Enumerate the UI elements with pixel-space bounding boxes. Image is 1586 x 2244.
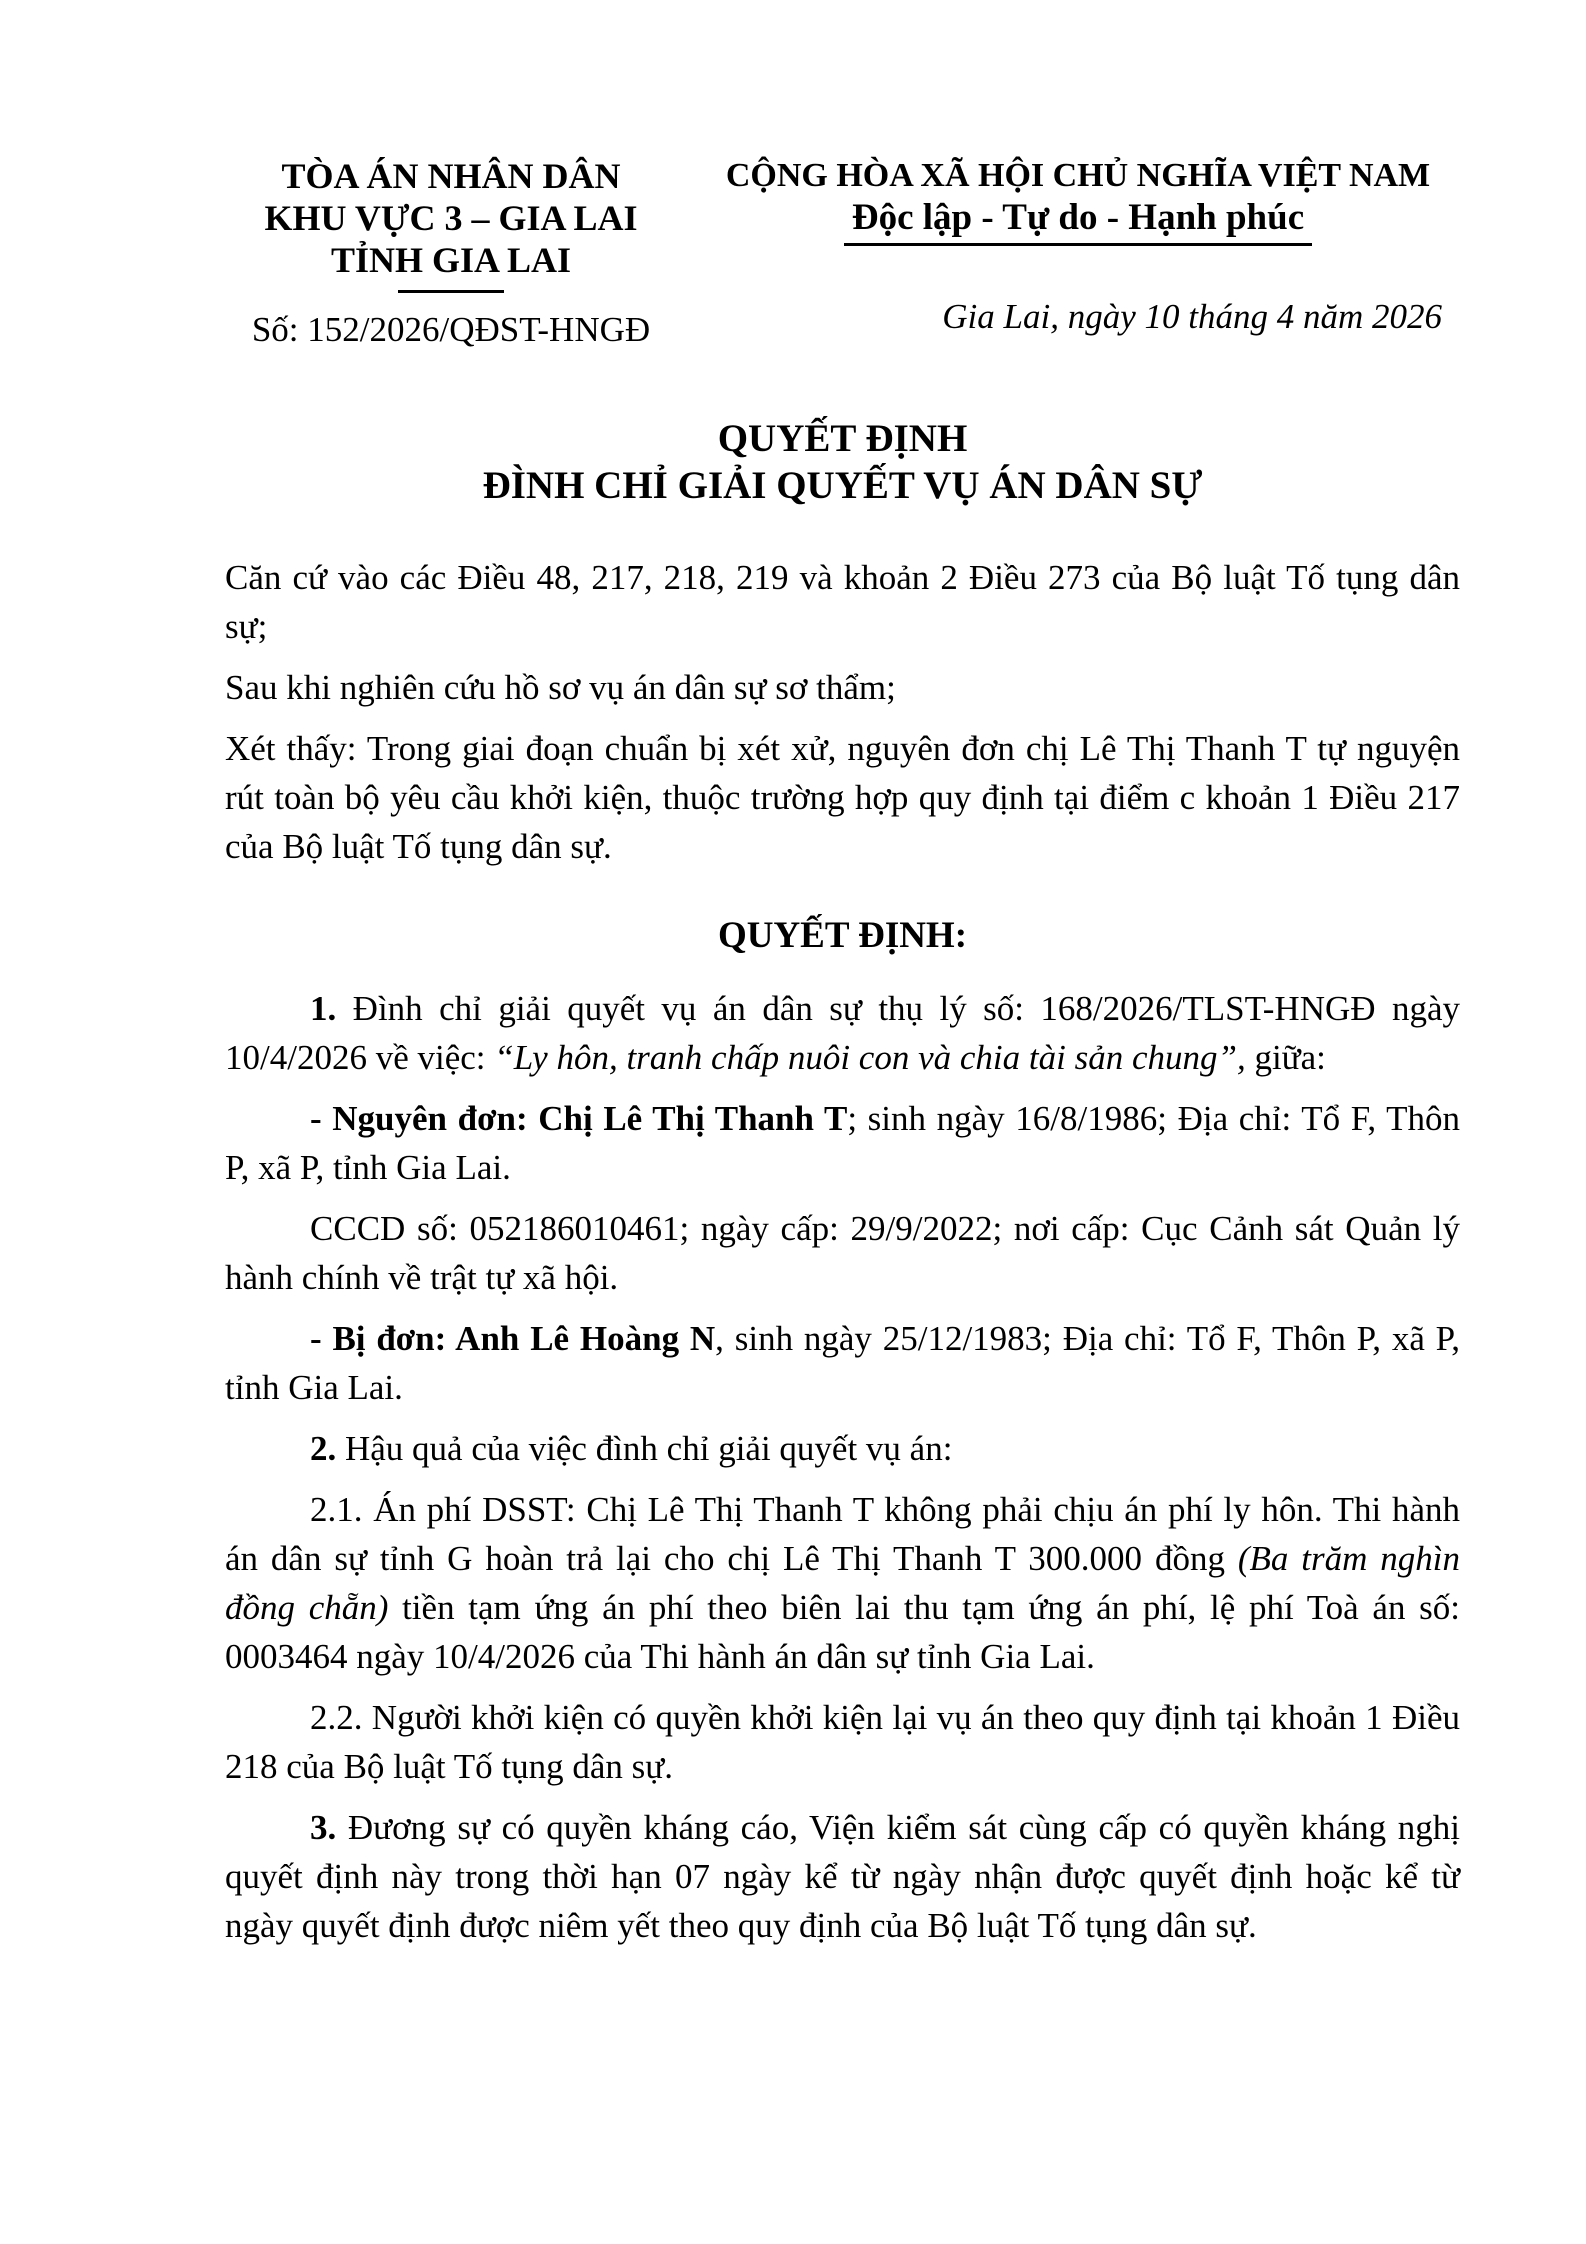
text-run: (Ba trăm nghìn đồng chẵn) [225, 1539, 1460, 1627]
text-run: , sinh ngày 25/12/1983; Địa chỉ: Tổ F, Thôn P, xã P, tỉnh Gia Lai. [225, 1319, 1461, 1407]
text-run: giữa: [1245, 1038, 1326, 1077]
text-run: CCCD số: 052186010461; ngày cấp: 29/9/2022; nơi cấp: Cục Cảnh sát Quản lý hành chính về trật tự xã hội. [225, 1209, 1460, 1297]
court-header-rule [398, 290, 504, 293]
document-title [225, 415, 1460, 509]
text-run: 2.2. Người khởi kiện có quyền khởi kiện lại vụ án theo quy định tại khoản 1 Điều 218 của Bộ luật Tố tụng dân sự. [225, 1698, 1460, 1786]
text-run: - Nguyên đơn: Chị Lê Thị Thanh T [310, 1099, 848, 1138]
national-title-line: CỘNG HÒA XÃ HỘI CHỦ NGHĨA VIỆT NAM [725, 157, 1431, 194]
text-run: 1. [310, 989, 337, 1028]
text-run: Xét thấy: Trong giai đoạn chuẩn bị xét xử, nguyên đơn chị Lê Thị Thanh T tự nguyện rút toàn bộ yêu cầu khởi kiện, thuộc trường hợp quy định tại điểm c khoản 1 Điều 217 của Bộ luật Tố tụng dân sự. [225, 729, 1460, 866]
national-motto-block [704, 155, 1452, 342]
text-run: Căn cứ vào các Điều 48, 217, 218, 219 và khoản 2 Điều 273 của Bộ luật Tố tụng dân sự; [225, 558, 1460, 646]
paragraph-decision-2-1 [225, 1485, 1460, 1681]
document-title-line-1: QUYẾT ĐỊNH [717, 417, 968, 460]
paragraph-defendant [225, 1314, 1460, 1412]
text-run: QUYẾT ĐỊNH: [717, 915, 968, 956]
text-run: 2.1. Án phí DSST: Chị Lê Thị Thanh T không phải chịu án phí ly hôn. Thi hành án dân sự tỉnh G hoàn trả lại cho chị Lê Thị Thanh T 300.000 đồng [225, 1490, 1460, 1578]
issuing-court-block [225, 155, 677, 355]
court-name-line-3: TỈNH GIA LAI [330, 240, 572, 280]
text-run: ; sinh ngày 16/8/1986; Địa chỉ: Tổ F, Thôn P, xã P, tỉnh Gia Lai. [225, 1099, 1461, 1187]
paragraph-case-review [225, 663, 1460, 712]
decision-section-heading [225, 911, 1460, 960]
text-run: Sau khi nghiên cứu hồ sơ vụ án dân sự sơ thẩm; [225, 668, 896, 707]
paragraph-decision-2-2 [225, 1693, 1460, 1791]
motto-line-wrap [704, 197, 1452, 246]
text-run: Đương sự có quyền kháng cáo, Viện kiểm sát cùng cấp có quyền kháng nghị quyết định này trong thời hạn 07 ngày kể từ ngày nhận được quyết định hoặc kể từ ngày quyết định được niêm yết theo quy định của Bộ luật Tố tụng dân sự. [225, 1808, 1460, 1945]
document-header [225, 155, 1460, 355]
court-name-line-2: KHU VỰC 3 – GIA LAI [264, 198, 638, 238]
document-number: Số: 152/2026/QĐST-HNGĐ [251, 310, 651, 349]
text-run: Đình chỉ giải quyết vụ án dân sự thụ lý số: 168/2026/TLST-HNGĐ ngày 10/4/2026 về việc: [225, 989, 1460, 1077]
text-run: tiền tạm ứng án phí theo biên lai thu tạm ứng án phí, lệ phí Toà án số: 0003464 ngày 10/4/2026 của Thi hành án dân sự tỉnh Gia Lai. [225, 1588, 1460, 1676]
issue-date-line: Gia Lai, ngày 10 tháng 4 năm 2026 [942, 297, 1442, 336]
paragraph-plaintiff-id [225, 1204, 1460, 1302]
text-run: 2. [310, 1429, 337, 1468]
motto-line: Độc lập - Tự do - Hạnh phúc [844, 197, 1312, 246]
document-title-line-2: ĐÌNH CHỈ GIẢI QUYẾT VỤ ÁN DÂN SỰ [482, 464, 1203, 507]
text-run: - Bị đơn: Anh Lê Hoàng N [310, 1319, 716, 1358]
text-run: 3. [310, 1808, 337, 1847]
court-name-line-1: TÒA ÁN NHÂN DÂN [281, 156, 621, 196]
paragraph-decision-3 [225, 1803, 1460, 1950]
text-run: “Ly hôn, tranh chấp nuôi con và chia tài sản chung”, [494, 1038, 1246, 1077]
paragraph-plaintiff [225, 1094, 1460, 1192]
paragraph-decision-1 [225, 984, 1460, 1082]
paragraph-findings [225, 724, 1460, 871]
paragraph-decision-2 [225, 1424, 1460, 1473]
text-run: Hậu quả của việc đình chỉ giải quyết vụ án: [336, 1429, 953, 1468]
document-body [225, 553, 1460, 1950]
paragraph-legal-basis [225, 553, 1460, 651]
